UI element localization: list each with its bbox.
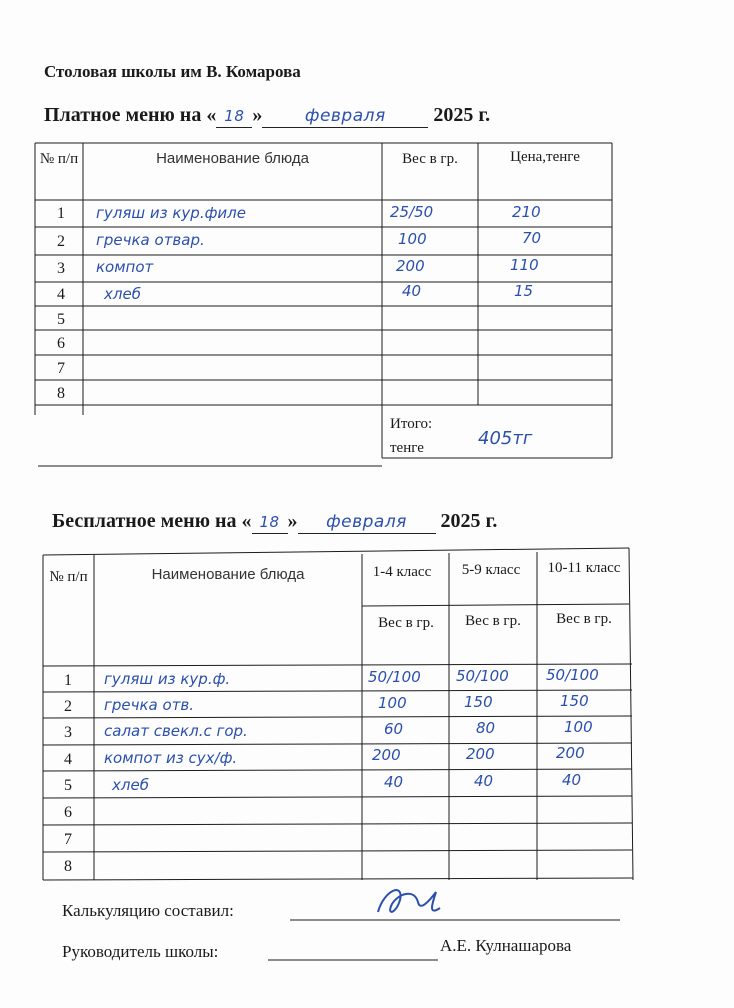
- free-row-grade-5-9: 40: [474, 772, 494, 790]
- paid-total-value: 405тг: [478, 428, 533, 449]
- paid-row-weight: 40: [402, 282, 422, 300]
- paid-row-price: 210: [512, 203, 541, 221]
- paid-row-no: 7: [57, 360, 65, 377]
- paid-row-no: 6: [57, 335, 65, 352]
- paid-row-no: 4: [57, 286, 65, 303]
- paid-row-name: компот: [96, 258, 154, 276]
- free-row-grade-5-9: 50/100: [456, 667, 509, 685]
- free-row-no: 7: [64, 831, 72, 848]
- free-col-grade-1-4: 1-4 класс: [372, 564, 432, 580]
- paid-row-weight: 25/50: [390, 203, 434, 221]
- free-row-grade-10-11: 50/100: [546, 666, 599, 684]
- paid-total-label: Итого:: [390, 416, 433, 432]
- free-row-no: 5: [64, 777, 72, 794]
- paid-row-name: гречка отвар.: [96, 231, 205, 249]
- paid-col-no: № п/п: [39, 151, 79, 167]
- signature-mark: [378, 890, 440, 912]
- free-row-no: 6: [64, 804, 72, 821]
- paid-row-no: 2: [57, 233, 65, 250]
- paid-day: 18: [224, 107, 245, 125]
- paid-row-no: 8: [57, 385, 65, 402]
- free-subheader-weight: Вес в гр.: [556, 611, 612, 627]
- free-row-grade-10-11: 100: [564, 718, 593, 736]
- free-col-name: Наименование блюда: [151, 566, 305, 583]
- paid-menu-mid: »: [252, 104, 263, 126]
- free-row-grade-10-11: 40: [562, 771, 582, 789]
- free-month: февраля: [326, 512, 407, 532]
- free-row-no: 1: [64, 672, 72, 689]
- paid-row-no: 1: [57, 205, 65, 222]
- free-col-no: № п/п: [49, 569, 88, 585]
- paid-row-price: 70: [522, 229, 542, 247]
- paid-row-name: гуляш из кур.филе: [96, 204, 246, 222]
- free-row-grade-1-4: 100: [378, 694, 407, 712]
- free-row-no: 4: [64, 751, 72, 768]
- free-subheader-weight: Вес в гр.: [465, 613, 521, 629]
- paid-row-weight: 200: [396, 257, 425, 275]
- free-row-grade-5-9: 80: [476, 719, 496, 737]
- calc-label: Калькуляцию составил:: [62, 901, 234, 920]
- free-row-grade-1-4: 50/100: [368, 668, 421, 686]
- free-menu-year: 2025 г.: [440, 510, 498, 532]
- free-row-name: гуляш из кур.ф.: [104, 670, 231, 688]
- paid-row-weight: 100: [398, 230, 427, 248]
- paid-col-name: Наименование блюда: [156, 150, 309, 167]
- paid-menu-prefix: Платное меню на «: [44, 104, 217, 126]
- paid-month: февраля: [304, 106, 386, 126]
- free-row-grade-1-4: 200: [372, 746, 401, 764]
- paid-row-price: 15: [514, 282, 534, 300]
- free-subheader-weight: Вес в гр.: [378, 615, 434, 631]
- free-menu-prefix: Бесплатное меню на «: [52, 510, 252, 532]
- paid-row-no: 3: [57, 260, 65, 277]
- director-name: А.Е. Кулнашарова: [440, 936, 572, 955]
- paid-total-unit: тенге: [390, 440, 424, 456]
- free-row-grade-10-11: 150: [560, 692, 589, 710]
- free-row-name: хлеб: [112, 776, 149, 794]
- free-row-name: гречка отв.: [104, 696, 195, 714]
- free-row-name: салат свекл.с гор.: [104, 722, 248, 740]
- free-row-grade-5-9: 200: [466, 745, 495, 763]
- free-row-grade-1-4: 40: [384, 773, 404, 791]
- paid-row-price: 110: [510, 256, 539, 274]
- free-day: 18: [259, 513, 280, 531]
- free-row-grade-1-4: 60: [384, 720, 404, 738]
- free-col-grade-5-9: 5-9 класс: [461, 562, 521, 578]
- free-row-grade-5-9: 150: [464, 693, 493, 711]
- paid-col-weight: Вес в гр.: [402, 151, 458, 167]
- free-row-no: 2: [64, 698, 72, 715]
- paid-row-name: хлеб: [104, 285, 141, 303]
- free-col-grade-10-11: 10-11 класс: [547, 560, 621, 576]
- school-title: Столовая школы им В. Комарова: [44, 62, 301, 81]
- free-row-no: 8: [64, 858, 72, 875]
- free-row-name: компот из сух/ф.: [104, 749, 238, 767]
- free-menu-mid: »: [287, 510, 298, 532]
- free-row-no: 3: [64, 724, 72, 741]
- paid-menu-year: 2025 г.: [433, 104, 491, 126]
- director-label: Руководитель школы:: [62, 942, 219, 961]
- paid-row-no: 5: [57, 311, 65, 328]
- paid-col-price: Цена,тенге: [510, 149, 580, 165]
- free-row-grade-10-11: 200: [556, 744, 585, 762]
